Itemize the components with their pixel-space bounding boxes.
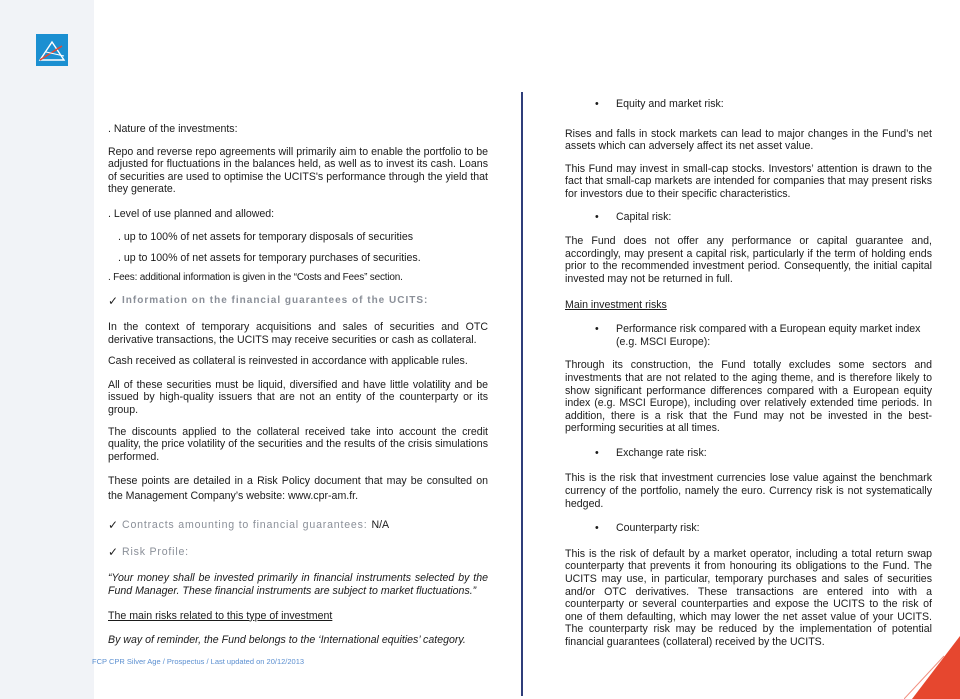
guarantees-paragraph-2: Cash received as collateral is reinvested in accordance with applicable rules.	[108, 355, 468, 368]
performance-paragraph: Through its construction, the Fund totally excludes some sectors and investments that are not related to the aging theme, and is therefore likely to show significant performance differences compared with a European equity index (e.g. MSCI Europe), including over relatively extended time periods. In addition, there is a risk that the Fund may not be invested in the best-performing securities at all times.	[565, 359, 932, 435]
guarantees-paragraph-1: In the context of temporary acquisitions and sales of securities and OTC derivative transactions, the UCITS may receive securities or cash as collateral.	[108, 320, 488, 346]
main-risks-heading: The main risks related to this type of investment	[108, 609, 333, 622]
check-icon: ✓	[108, 518, 119, 533]
level-item-2: . up to 100% of net assets for temporary purchases of securities.	[118, 252, 421, 265]
nature-text: Repo and reverse repo agreements will primarily aim to enable the portfolio to be adjusted for fluctuations in the balances held, as well as to invest its cash. Loans of securities are used to optimise the UCITS's performance through the yield that they generate.	[108, 145, 488, 196]
counterparty-paragraph: This is the risk of default by a market operator, including a total return swap counterparty that prevents it from honouring its obligations to the Fund. The UCITS may use, in particular, temporary purchases and sales of securities and/or OTC derivatives. These transactions are entered into with a counterparty or several counterparties and expose the UCITS to the risk of one of them defaulting, which may lower the net asset value of your UCITS. The counterparty risk may be reduced by the implementation of potential financial guarantees (collateral) received by the UCITS.	[565, 547, 932, 648]
page-number-badge-icon	[904, 636, 960, 699]
risk-profile-heading	[108, 546, 488, 559]
footer-text: FCP CPR Silver Age / Prospectus / Last updated on 20/12/2013	[92, 657, 305, 666]
company-logo-icon	[36, 34, 68, 66]
level-heading: . Level of use planned and allowed:	[108, 207, 275, 220]
bullet-icon: •	[595, 522, 599, 535]
check-icon: ✓	[108, 544, 119, 559]
category-reminder: By way of reminder, the Fund belongs to the ‘International equities’ category.	[108, 634, 466, 647]
nature-heading: . Nature of the investments:	[108, 123, 238, 135]
risk-profile-quote: “Your money shall be invested primarily in financial instruments selected by the Fund Manager. These financial instruments are subject to market fluctuations.”	[108, 572, 488, 598]
right-column	[565, 98, 932, 649]
level-item-1: . up to 100% of net assets for temporary disposals of securities	[118, 230, 414, 243]
main-investment-risks-heading: Main investment risks	[565, 298, 667, 311]
contracts-label: Contracts amounting to financial guarantees:	[122, 519, 368, 532]
guarantees-heading	[108, 295, 488, 308]
risk-profile-heading-text: Risk Profile:	[122, 545, 189, 558]
fees-text: . Fees: additional information is given in the “Costs and Fees” section.	[108, 271, 403, 283]
equity-paragraph-1: Rises and falls in stock markets can lead to major changes in the Fund’s net assets which can adversely affect its net asset value.	[565, 127, 932, 153]
contracts-value: N/A	[371, 519, 390, 532]
bullet-icon: •	[595, 446, 599, 459]
exchange-risk-bullet: • Exchange rate risk:	[595, 446, 707, 459]
page-number: 8	[928, 655, 935, 667]
contracts-line	[108, 519, 488, 532]
guarantees-heading-text: Information on the financial guarantees of the UCITS:	[122, 295, 429, 307]
guarantees-paragraph-5: These points are detailed in a Risk Policy document that may be consulted on the Management Company’s website: www.cpr-am.fr.	[108, 475, 488, 503]
column-divider	[521, 92, 523, 696]
guarantees-paragraph-4: The discounts applied to the collateral received take into account the credit quality, the price volatility of the securities and the results of the crisis simulations performed.	[108, 425, 488, 463]
equity-risk-bullet: • Equity and market risk:	[595, 98, 724, 110]
capital-risk-bullet: • Capital risk:	[595, 210, 672, 223]
sidebar-strip	[0, 0, 94, 699]
performance-risk-bullet: • Performance risk compared with a European equity market index (e.g. MSCI Europe):	[595, 323, 921, 348]
exchange-paragraph: This is the risk that investment currencies lose value against the benchmark currency of the portfolio, namely the euro. Currency risk is not systematically hedged.	[565, 472, 932, 510]
equity-paragraph-2: This Fund may invest in small-cap stocks. Investors’ attention is drawn to the fact that small-cap markets are intended for companies that may present risks for investors due to their specific characteristics.	[565, 162, 932, 200]
bullet-icon: •	[595, 210, 599, 223]
capital-paragraph: The Fund does not offer any performance or capital guarantee and, accordingly, may present a capital risk, particularly if the term of holding ends prior to the recommended investment period. Consequently, the initial capital invested may not be returned in full.	[565, 235, 932, 285]
check-icon: ✓	[108, 294, 119, 309]
counterparty-risk-bullet: • Counterparty risk:	[595, 522, 700, 535]
bullet-icon: •	[595, 323, 599, 336]
bullet-icon: •	[595, 98, 599, 110]
guarantees-paragraph-3: All of these securities must be liquid, diversified and have little volatility and be issued by high-quality issuers that are not an entity of the counterparty or its group.	[108, 378, 488, 416]
left-column	[108, 123, 488, 647]
